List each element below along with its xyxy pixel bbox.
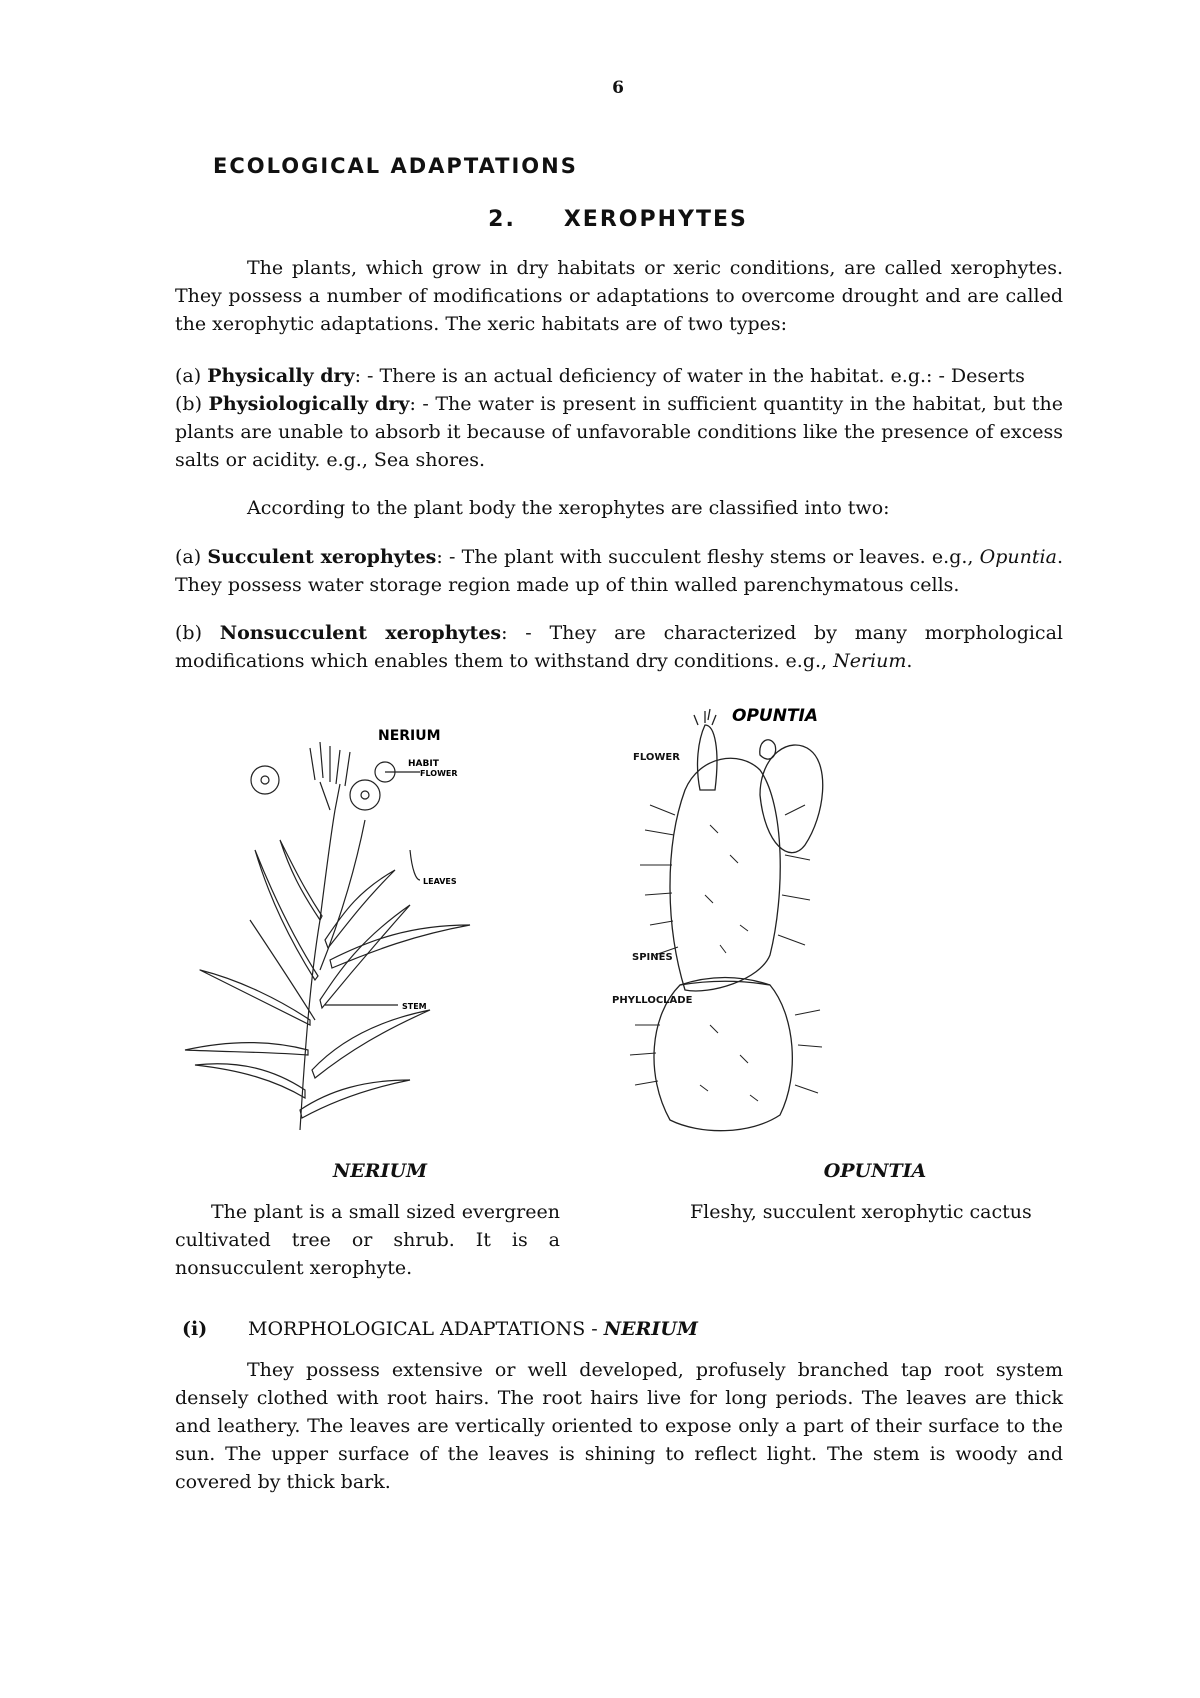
type-b-example: Nerium	[833, 650, 907, 672]
opuntia-description: Fleshy, succulent xerophytic cactus	[690, 1201, 1032, 1223]
habitat-a-term: Physically dry	[207, 365, 355, 387]
page-heading: ECOLOGICAL ADAPTATIONS	[213, 154, 578, 178]
nerium-stem-label: STEM	[402, 1002, 427, 1011]
type-a-term: Succulent xerophytes	[207, 546, 437, 568]
caption-opuntia: OPUNTIA	[823, 1160, 927, 1182]
habitat-types	[175, 362, 1063, 474]
habitat-b-term: Physiologically dry	[208, 393, 410, 415]
nerium-habit-label: HABIT	[408, 759, 439, 769]
type-b-prefix: (b)	[175, 622, 220, 644]
page-number: 6	[612, 78, 624, 98]
subsection-heading	[182, 1318, 698, 1340]
classify-paragraph	[175, 494, 1063, 522]
nerium-leaves-label: LEAVES	[423, 877, 457, 886]
type-a-prefix: (a)	[175, 546, 208, 568]
opuntia-phylloclade-label: PHYLLOCLADE	[612, 995, 693, 1006]
habitat-b	[175, 390, 1063, 474]
habitat-a-prefix: (a)	[175, 365, 208, 387]
type-b-text2: .	[906, 650, 913, 672]
habitat-a-text: : - There is an actual deficiency of water in the habitat. e.g.: - Deserts	[354, 365, 1025, 387]
opuntia-spines-label: SPINES	[632, 952, 673, 963]
opuntia-flower-label: FLOWER	[633, 752, 680, 763]
caption-nerium: NERIUM	[332, 1160, 428, 1182]
intro-paragraph	[175, 254, 1063, 338]
nerium-illustration	[180, 720, 600, 1140]
intro-text: The plants, which grow in dry habitats or xeric conditions, are called xerophytes. They possess a number of modifications or adaptations to overcome drought and are called the xerophytic adaptations. The xeric habitats are of two types:	[175, 257, 1063, 335]
type-b-text: : - They are characterized by many morphological modifications which enables them to withstand dry conditions. e.g.,	[175, 622, 1063, 672]
classify-text: According to the plant body the xerophytes are classified into two:	[247, 497, 890, 519]
opuntia-figure-title: OPUNTIA	[732, 706, 819, 726]
section-title: XEROPHYTES	[563, 207, 748, 232]
habitat-a	[175, 362, 1063, 390]
subsection-label: (i)	[182, 1318, 208, 1340]
type-a-text2: . They possess water storage region made up of thin walled parenchymatous cells.	[175, 546, 1063, 596]
subsection-title-em: NERIUM	[603, 1318, 698, 1340]
subsection-title: MORPHOLOGICAL ADAPTATIONS -	[248, 1318, 604, 1340]
type-a-text: : - The plant with succulent fleshy stems or leaves. e.g.,	[436, 546, 980, 568]
nerium-flower-label: FLOWER	[420, 769, 458, 778]
habitat-b-text: : - The water is present in sufficient quantity in the habitat, but the plants are unable to absorb it because of unfavorable conditions like the presence of excess salts or acidity. e.g., Sea shores.	[175, 393, 1063, 471]
type-b	[175, 619, 1063, 675]
morphology-paragraph	[175, 1356, 1063, 1496]
section-number: 2.	[488, 207, 516, 232]
nerium-figure-title: NERIUM	[378, 728, 441, 744]
section-heading	[0, 207, 1200, 232]
type-a-example: Opuntia	[979, 546, 1057, 568]
nerium-description: The plant is a small sized evergreen cultivated tree or shrub. It is a nonsucculent xerophyte.	[175, 1201, 560, 1279]
type-b-term: Nonsucculent xerophytes	[219, 622, 502, 644]
type-a	[175, 543, 1063, 599]
morphology-text: They possess extensive or well developed, profusely branched tap root system densely clothed with root hairs. The root hairs live for long periods. The leaves are thick and leathery. The leaves are vertically oriented to expose only a part of their surface to the sun. The upper surface of the leaves is shining to reflect light. The stem is woody and covered by thick bark.	[175, 1359, 1063, 1493]
habitat-b-prefix: (b)	[175, 393, 209, 415]
